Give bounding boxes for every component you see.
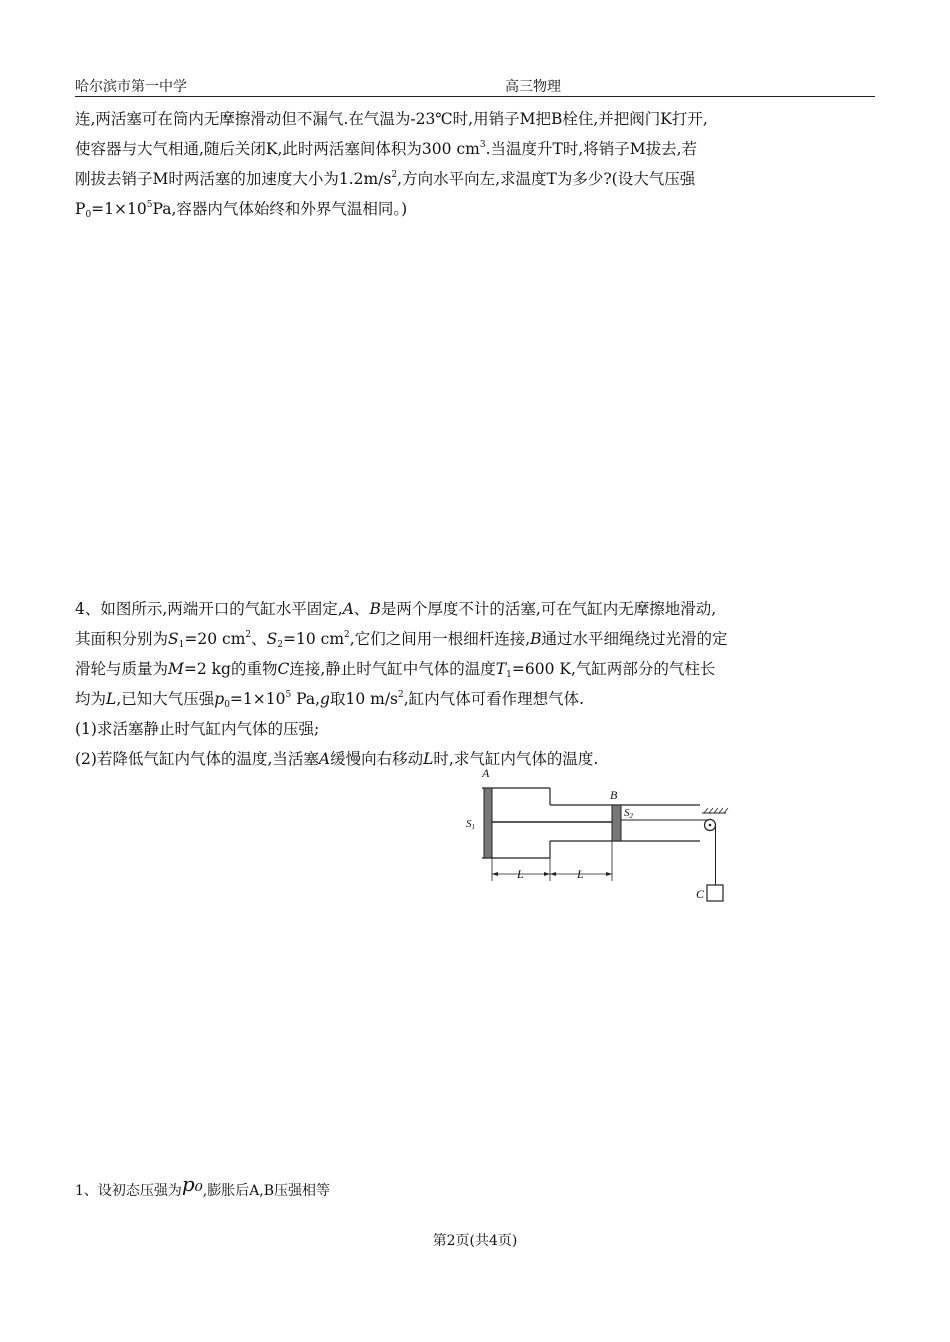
label-a: A xyxy=(482,766,490,780)
problem-3-text xyxy=(75,104,885,224)
school-name: 哈尔滨市第一中学 xyxy=(75,79,187,95)
subject-name: 高三物理 xyxy=(505,79,561,95)
dim-arrow xyxy=(606,872,612,876)
weight-c xyxy=(707,885,723,901)
dim-arrow xyxy=(492,872,498,876)
problem-4-question-2: (2)若降低气缸内气体的温度,当活塞A缓慢向右移动L时,求气缸内气体的温度. xyxy=(75,750,599,768)
label-s2: S2 xyxy=(624,807,633,820)
label-c: C xyxy=(696,887,705,901)
problem-3-line: 刚拔去销子M时两活塞的加速度大小为$1.2m/s^2$,方向水平向左,求温度T为多少?(设大气压强 xyxy=(75,170,696,188)
problem-4-line: 其面积分别为$S_1=20$ $cm^2$、$S_2=10$ $cm^2$,它们之间用一根细杆连接,B通过水平细绳绕过光滑的定 xyxy=(75,630,728,650)
piston-b xyxy=(612,805,621,841)
label-l2: L xyxy=(577,867,584,881)
cylinder-diagram xyxy=(460,765,740,915)
problem-3-line: $P_0=1\times 10^5Pa$,容器内气体始终和外界气温相同。) xyxy=(75,200,408,220)
label-s1: S1 xyxy=(466,818,475,831)
dim-arrow xyxy=(544,872,550,876)
problem-4-text xyxy=(75,594,885,774)
piston-a xyxy=(484,788,492,858)
problem-3-line: 连,两活塞可在筒内无摩擦滑动但不漏气.在气温为-23℃时,用销子M把B栓住,并把阀门K打开, xyxy=(75,110,708,128)
problem-4-question-1: (1)求活塞静止时气缸内气体的压强; xyxy=(75,720,320,738)
pulley-axle xyxy=(709,824,712,827)
support-hatch xyxy=(704,808,728,813)
problem-4-line: 均为L,已知大气压强$p_0=1\times 10^5$ Pa,g取10 $m/s^2$,缸内气体可看作理想气体. xyxy=(75,690,585,710)
page-footer: 第2页(共4页) xyxy=(432,1233,518,1249)
label-l1: L xyxy=(517,867,524,881)
problem-4-line: 4、如图所示,两端开口的气缸水平固定,A、B是两个厚度不计的活塞,可在气缸内无摩擦地滑动, xyxy=(75,600,717,618)
p0-symbol: p₀ xyxy=(181,1172,203,1196)
problem-4-line: 滑轮与质量为M=2 kg的重物C连接,静止时气缸中气体的温度$T_1=600$ K,气缸两部分的气柱长 xyxy=(75,660,716,680)
problem-3-line: 使容器与大气相通,随后关闭K,此时两活塞间体积为300 $cm^3$.当温度升T时,将销子M拔去,若 xyxy=(75,140,698,158)
dim-arrow xyxy=(550,872,556,876)
page-header xyxy=(75,76,875,97)
answer-line: 1、设初态压强为p₀,膨胀后A,B压强相等 xyxy=(75,1172,331,1199)
label-b: B xyxy=(610,788,618,802)
